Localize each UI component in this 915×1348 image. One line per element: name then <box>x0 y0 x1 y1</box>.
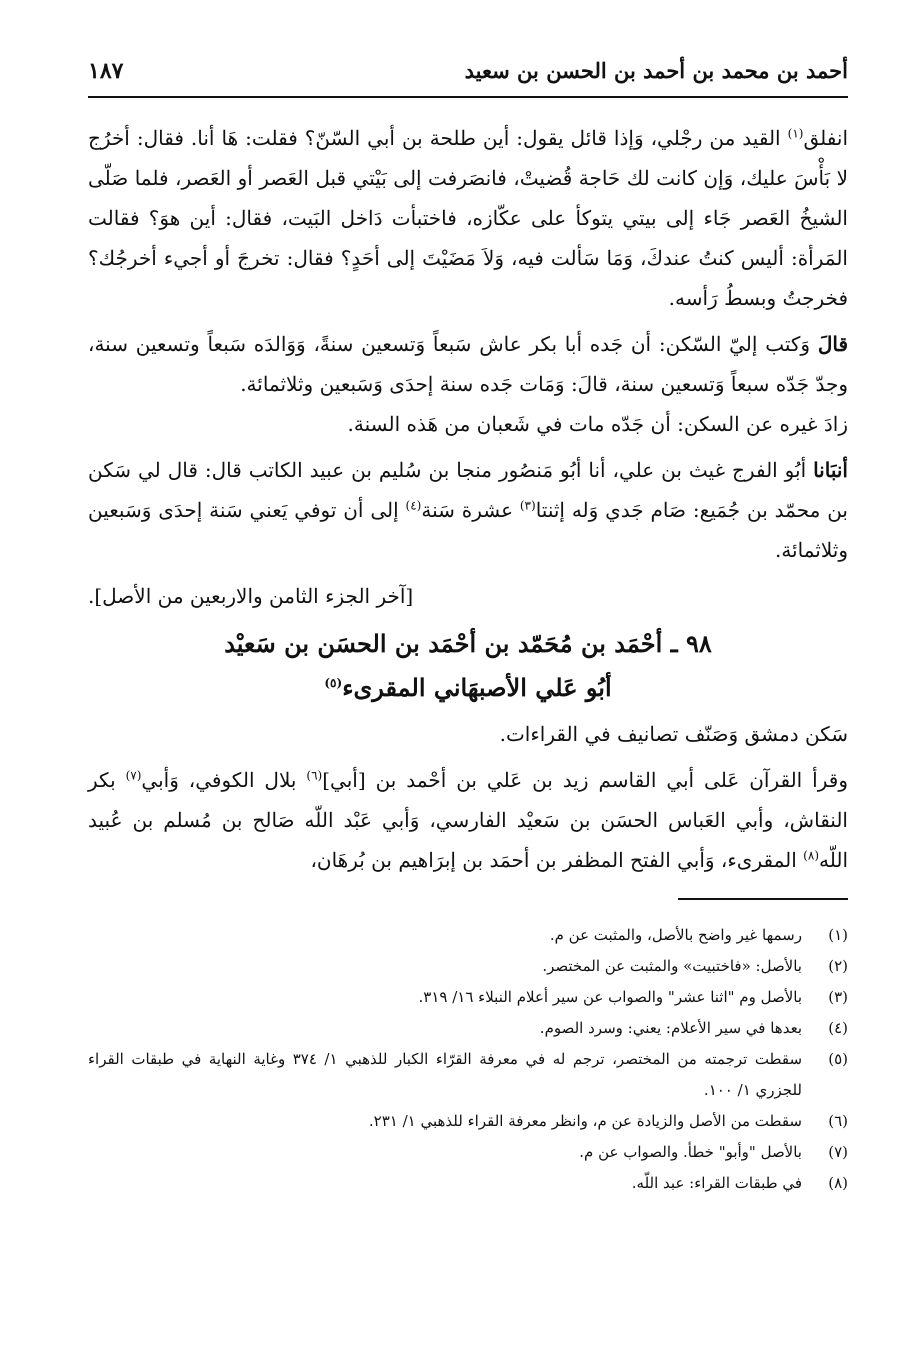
footnote-ref-5: (٥) <box>324 676 343 690</box>
text-run: أبُو الفرج غيث بن علي، أنا أبُو مَنصُور منجا بن سُليم بن عبيد الكاتب قال: قال لي سَكن بن محمّد بن جُمَيع: صَام جَدي وَله إثنتا <box>88 458 848 522</box>
paragraph-6 <box>88 760 848 880</box>
text-run: انفلق <box>803 126 848 150</box>
paragraph-3: زادَ غيره عن السكن: أن جَدّه مات في شَعبان من هَذه السنة. <box>347 412 848 436</box>
part-end-note: [آخر الجزء الثامن والاربعين من الأصل]. <box>88 584 414 608</box>
footnote-ref-4: (٤) <box>405 498 422 513</box>
footnote-number: (١) <box>828 926 848 944</box>
text-run: وَكتب إليّ السّكن: أن جَده أبا بكر عاش سَبعاً وَتسعين سنةً، وَوَالدَه سَبعاً وتسعين سنة، وجدّ جَدّه سبعاً وَتسعين سنة، قالَ: وَمَات جَده سنة إحدَى وَسَبعين وثلاثمائة. <box>88 332 848 396</box>
footnote <box>88 1168 848 1199</box>
text-run: بكر النقاش، وأبي العَباس الحسَن بن سَعيْد الفارسي، وَأبي عَبْد اللّه صَالح بن مُسلم بن عُبيد اللّه <box>88 768 848 872</box>
footnote-ref-6: (٦) <box>306 768 323 783</box>
page-number: ١٨٧ <box>88 58 124 84</box>
footnote <box>88 1013 848 1044</box>
footnote-number: (٤) <box>828 1019 848 1037</box>
footnote-separator <box>678 898 848 900</box>
footnote-text: سقطت ترجمته من المختصر، ترجم له في معرفة القرّاء الكبار للذهبي ١/ ٣٧٤ وغاية النهاية في طبقات القراء للجزري ١/ ١٠٠. <box>88 1050 803 1099</box>
paragraph-lead: قالَ <box>817 332 848 356</box>
footnote-number: (٧) <box>828 1143 848 1161</box>
text-run: عشرة سَنة <box>421 498 520 522</box>
entry-title-line-2 <box>88 666 848 710</box>
footnote-ref-3: (٣) <box>519 498 536 513</box>
footnote-number: (٦) <box>828 1112 848 1130</box>
footnote <box>88 920 848 951</box>
footnote-ref-1: (١) <box>787 126 804 141</box>
text-run: المقرىء، وَأبي الفتح المظفر بن أحمَد بن إبرَاهيم بن بُرهَان، <box>310 848 804 872</box>
footnote-text: بالأصل وم "اثنا عشر" والصواب عن سير أعلام النبلاء ١٦/ ٣١٩. <box>418 988 802 1006</box>
footnote-number: (٣) <box>828 988 848 1006</box>
footnote-separator-wrap <box>88 880 848 920</box>
footnote-text: سقطت من الأصل والزيادة عن م، وانظر معرفة القراء للذهبي ١/ ٢٣١. <box>368 1112 802 1130</box>
running-title: أحمد بن محمد بن أحمد بن الحسن بن سعيد <box>464 58 848 83</box>
footnote-number: (٢) <box>828 957 848 975</box>
paragraph-4 <box>88 450 848 570</box>
footnote-text: بعدها في سير الأعلام: يعني: وسرد الصوم. <box>539 1019 802 1037</box>
text-run: وقرأ القرآن عَلى أبي القاسم زيد بن عَلي بن أحْمد بن [أبي] <box>322 768 848 792</box>
paragraph-5: سَكن دمشق وَصَنّف تصانيف في القراءات. <box>499 722 848 746</box>
entry-title <box>88 622 848 710</box>
footnote-number: (٨) <box>828 1174 848 1192</box>
footnote-text: بالأصل "وأبو" خطأ. والصواب عن م. <box>579 1143 802 1161</box>
footnote-ref-7: (٧) <box>125 768 142 783</box>
book-page <box>88 58 848 1199</box>
footnote <box>88 1137 848 1168</box>
entry-title-line-1: ٩٨ ـ أحْمَد بن مُحَمّد بن أحْمَد بن الحسَن بن سَعيْد <box>224 629 712 658</box>
text-run: أبُو عَلي الأصبهَاني المقرىء <box>342 673 612 702</box>
text-run: بلال الكوفي، وَأبي <box>141 768 307 792</box>
text-run: إلى أن توفي يَعني سَنة إحدَى وَسَبعين وثلاثمائة. <box>88 498 848 562</box>
footnote <box>88 982 848 1013</box>
footnote-text: في طبقات القراء: عبد اللّه. <box>631 1174 802 1192</box>
paragraph-2 <box>88 324 848 404</box>
footnote-ref-8: (٨) <box>803 848 819 863</box>
text-run: القيد من رجْلي، وَإذا قائل يقول: أين طلحة بن أبي السّنّ؟ فقلت: هَا أنا. فقال: أخرُج لا بَأْسَ عليك، وَإن كانت لك حَاجة قُضيتْ، فانصَرفت إلى بَيْتي قبل العَصر أو العَصر، فلما صَلّى الشيخُ العَصر جَاء إلى بيتي يتوكأ على عكّازه، فاختبأت دَاخل البَيت، فقال: أين هوَ؟ فقالت المَرأة: أليس كنتُ عندكَ، وَمَا سَألت فيه، وَلاَ مَضَيْتَ إلى أحَدٍ؟ فقال: تخرجَ أو أجيء أخرجُك؟ فخرجتُ وبسطُ رَأسه. <box>88 126 848 310</box>
page-header <box>88 58 848 94</box>
footnote <box>88 1106 848 1137</box>
footnote <box>88 1044 848 1106</box>
footnotes <box>88 920 848 1199</box>
footnote <box>88 951 848 982</box>
footnote-text: بالأصل: «فاختبيت» والمثبت عن المختصر. <box>542 957 802 975</box>
paragraph-1 <box>88 118 848 318</box>
header-rule <box>88 96 848 98</box>
footnote-text: رسمها غير واضح بالأصل، والمثبت عن م. <box>549 926 802 944</box>
footnote-number: (٥) <box>828 1050 848 1068</box>
paragraph-lead: أنبَانا <box>813 458 848 482</box>
